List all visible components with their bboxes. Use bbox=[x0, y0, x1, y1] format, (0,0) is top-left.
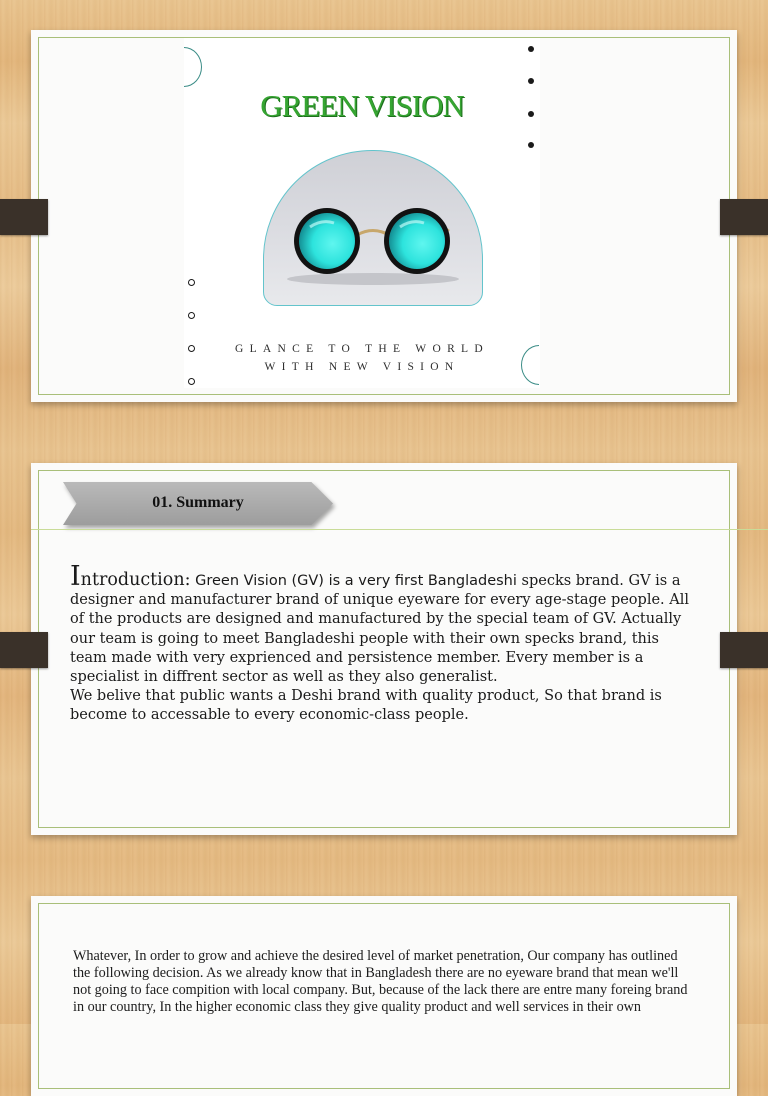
binder-tab bbox=[0, 199, 48, 235]
drop-cap: I bbox=[70, 561, 81, 592]
binder-tab bbox=[720, 632, 768, 668]
strategy-page bbox=[31, 896, 737, 1096]
binder-tab bbox=[0, 632, 48, 668]
cover-tagline bbox=[184, 340, 540, 376]
summary-text bbox=[70, 561, 690, 726]
intro-paragraph bbox=[70, 561, 690, 687]
divider bbox=[31, 529, 768, 530]
binder-tab bbox=[720, 199, 768, 235]
brand-title: GREEN VISION bbox=[260, 88, 464, 123]
bullet-ring bbox=[188, 378, 195, 385]
tagline-line-2: WITH NEW VISION bbox=[264, 361, 460, 373]
bullet-dot bbox=[528, 46, 534, 52]
section-banner bbox=[63, 482, 333, 525]
summary-page bbox=[31, 463, 737, 835]
bullet-dot bbox=[528, 78, 534, 84]
section-heading: 01. Summary bbox=[152, 494, 244, 511]
bullet-ring bbox=[188, 312, 195, 319]
strategy-text: Whatever, In order to grow and achieve the desired level of market penetration, Our company has outlined the following decision. As we already know that in Bangladesh there are no eyeware brand that mean we'll not going to face compition with local company. But, because of the lack there are entre many foreing brand in our country, In the higher economic class they give quality product and well services in their own bbox=[73, 948, 688, 1015]
intro-sentence-end: specks brand. bbox=[521, 573, 624, 589]
second-paragraph: We belive that public wants a Deshi brand with quality product, So that brand is become to accessable to every economic-class people. bbox=[70, 688, 662, 724]
intro-body: GV is a designer and manufacturer brand of unique eyeware for every age-stage people. All of the products are designed and manufactured by the special team of GV. Actually our team is going to meet Bangladeshi people with their own specks brand, this team made with very exprienced and persistence member. Every member is a specialist in diffrent sector as well as they also generalist. bbox=[70, 573, 690, 686]
tagline-line-1: GLANCE TO THE WORLD bbox=[235, 343, 489, 355]
bullet-ring bbox=[188, 279, 195, 286]
intro-label: ntroduction: bbox=[80, 570, 191, 590]
bullet-dot bbox=[528, 142, 534, 148]
intro-sentence: Green Vision (GV) is a very first Bangladeshi bbox=[195, 573, 517, 589]
sunglasses-image bbox=[264, 151, 482, 305]
product-photo-frame bbox=[263, 150, 483, 306]
cover-page bbox=[31, 30, 737, 402]
cover-card bbox=[184, 38, 540, 388]
